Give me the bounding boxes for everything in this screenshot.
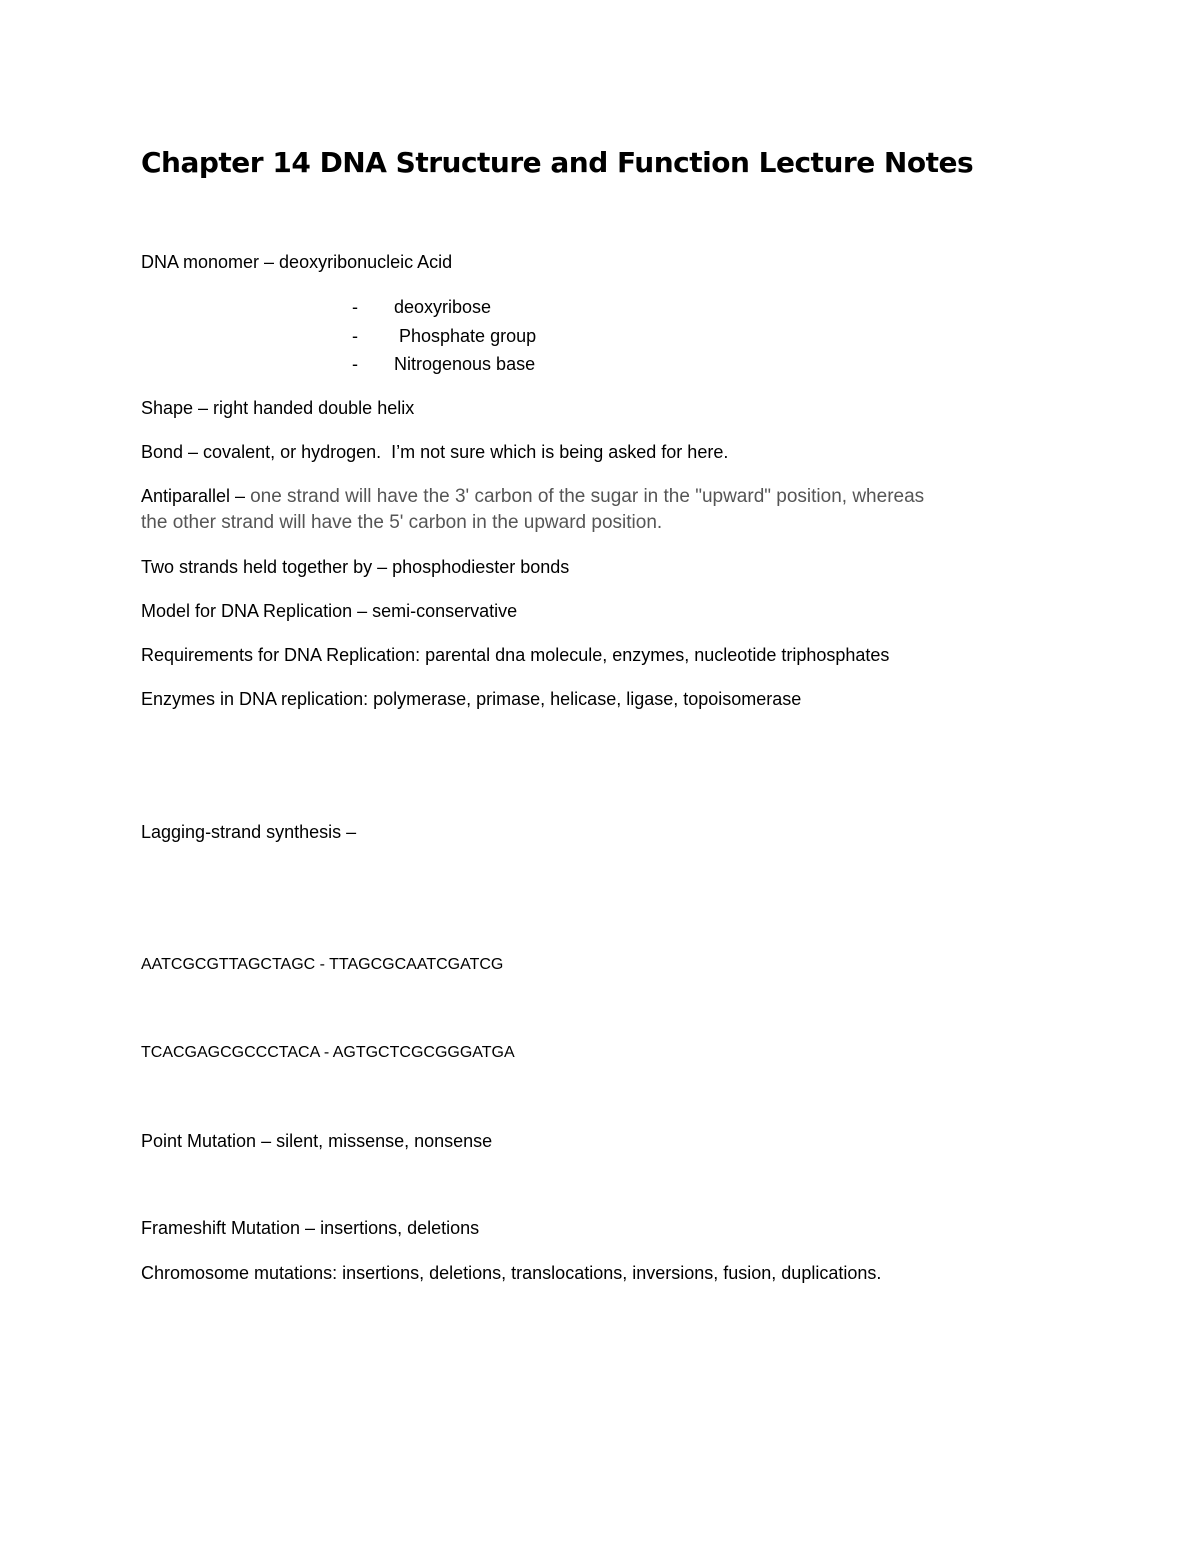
antiparallel-line-1 bbox=[141, 483, 924, 510]
antiparallel-definition: one strand will have the 3' carbon of the sugar in the "upward" position, whereas bbox=[250, 486, 925, 507]
bond-line: Bond – covalent, or hydrogen. I’m not sure which is being asked for here. bbox=[141, 442, 729, 462]
bullet-marker: - bbox=[352, 354, 358, 374]
bullet-marker: - bbox=[352, 297, 358, 317]
antiparallel-line-2: the other strand will have the 5' carbon in the upward position. bbox=[141, 512, 663, 533]
dna-monomer-line: DNA monomer – deoxyribonucleic Acid bbox=[141, 252, 453, 272]
bullet-nitrogenous-base: Nitrogenous base bbox=[394, 354, 536, 374]
point-mutation-line: Point Mutation – silent, missense, nonsense bbox=[141, 1131, 493, 1151]
lagging-strand-line: Lagging-strand synthesis – bbox=[141, 822, 357, 842]
chromosome-mutations-line: Chromosome mutations: insertions, deletions, translocations, inversions, fusion, duplications. bbox=[141, 1263, 882, 1283]
requirements-line: Requirements for DNA Replication: parental dna molecule, enzymes, nucleotide triphosphates bbox=[141, 645, 890, 665]
sequence-line-1: AATCGCGTTAGCTAGC - TTAGCGCAATCGATCG bbox=[141, 956, 504, 973]
page-title: Chapter 14 DNA Structure and Function Lecture Notes bbox=[141, 146, 974, 179]
sequence-line-2: TCACGAGCGCCCTACA - AGTGCTCGCGGGATGA bbox=[141, 1044, 515, 1061]
antiparallel-label: Antiparallel – bbox=[141, 486, 251, 506]
bullet-deoxyribose: deoxyribose bbox=[394, 297, 492, 317]
bullet-marker: - bbox=[352, 326, 358, 346]
shape-line: Shape – right handed double helix bbox=[141, 398, 415, 418]
frameshift-mutation-line: Frameshift Mutation – insertions, deletions bbox=[141, 1218, 480, 1238]
enzymes-line: Enzymes in DNA replication: polymerase, primase, helicase, ligase, topoisomerase bbox=[141, 689, 802, 709]
model-line: Model for DNA Replication – semi-conservative bbox=[141, 601, 518, 621]
bullet-phosphate-group: Phosphate group bbox=[394, 326, 537, 346]
two-strands-line: Two strands held together by – phosphodiester bonds bbox=[141, 557, 570, 577]
